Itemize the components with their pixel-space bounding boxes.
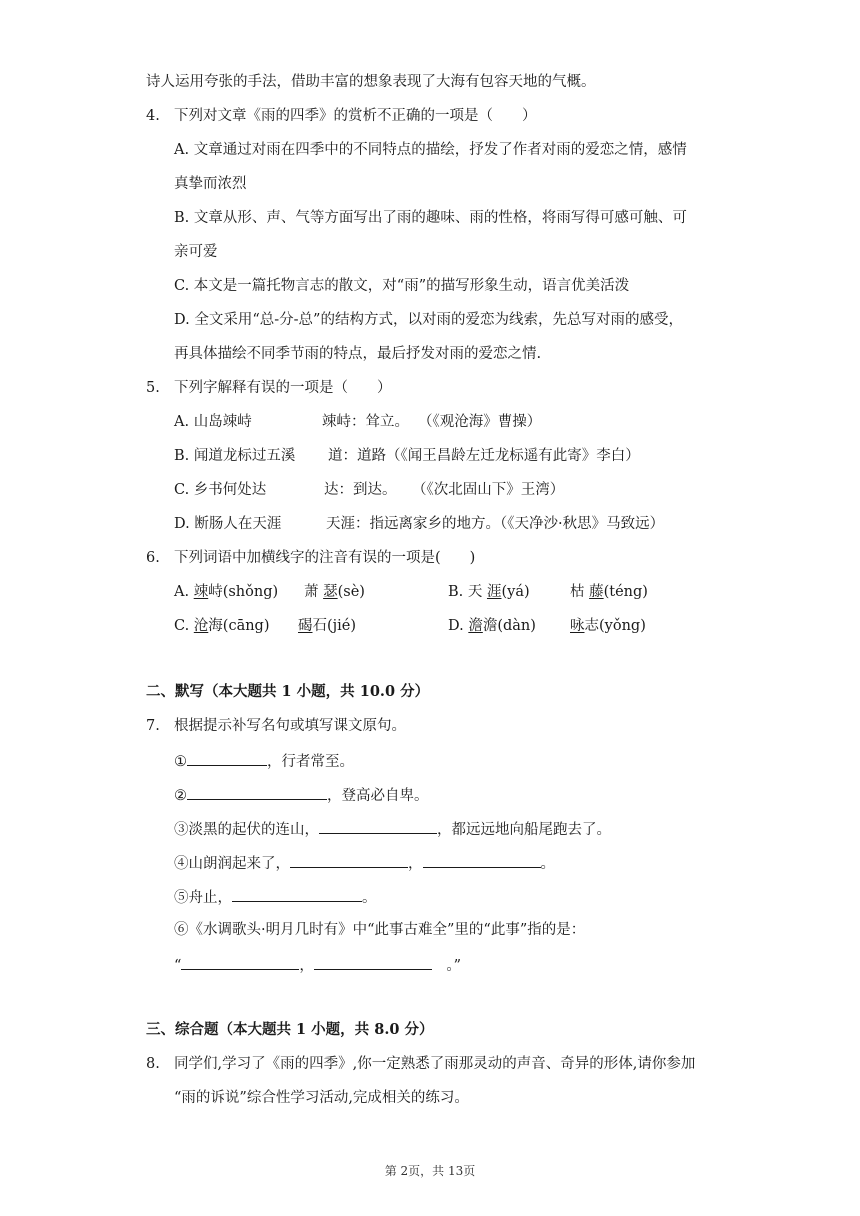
q6-option-a-word-2-rest: (sè): [337, 584, 365, 600]
q6-number: 6.: [146, 550, 160, 566]
q5-option-c-label: C.: [174, 482, 190, 498]
q7-item-2-pre: ②: [174, 788, 187, 804]
q4-option-b-cont: 亲可爱: [174, 244, 218, 260]
q6-option-a-word-2: [304, 582, 365, 602]
q7-item-1-pre: ①: [174, 754, 187, 770]
q4-option-b-label: B.: [174, 210, 190, 226]
q4-option-d-cont: 再具体描绘不同季节雨的特点，最后抒发对雨的爱恋之情.: [174, 346, 542, 362]
q6-option-b-word-2: [570, 582, 648, 602]
q6-option-c-underlined-1: 沧: [193, 618, 209, 634]
q4-option-a-label: A.: [174, 142, 190, 158]
q7-blank-1[interactable]: [187, 750, 267, 766]
q6-option-d-word-2-rest: 志(yǒng): [584, 618, 646, 634]
q6-option-d-underlined-1: 澹: [468, 618, 483, 634]
q6-option-b-word-1-pre: 天: [467, 584, 487, 600]
q6-option-d-word-2: [570, 616, 646, 636]
section-2-title: 二、默写（本大题共 1 小题，共 10.0 分）: [146, 683, 430, 700]
q7-number: 7.: [146, 718, 160, 734]
section-3-title: 三、综合题（本大题共 1 小题，共 8.0 分）: [146, 1021, 434, 1038]
q6-option-b-word-2-pre: 枯: [570, 584, 590, 600]
q4-option-d-text: 全文采用“总-分-总”的结构方式，以对雨的爱恋为线索，先总写对雨的感受，: [194, 312, 683, 328]
q6-option-c-word-1: 海(cāng): [208, 618, 270, 634]
q7-item-3-pre: ③淡黑的起伏的连山，: [174, 822, 319, 838]
q4-option-b: [174, 208, 687, 228]
q5-number: 5.: [146, 380, 160, 396]
q5-option-a-phrase: 山岛竦峙: [193, 414, 252, 430]
q6-option-b-underlined-2: 藤: [589, 584, 604, 600]
q4-option-c-text: 本文是一篇托物言志的散文，对“雨”的描写形象生动，语言优美活泼: [193, 278, 630, 294]
q5-option-c: [174, 480, 266, 500]
page-footer: 第 2页，共 13页: [384, 1164, 476, 1178]
q4-option-b-text: 文章从形、声、气等方面写出了雨的趣味、雨的性格，将雨写得可感可触、可: [193, 210, 687, 226]
q5-option-d-gloss: 天涯：指远离家乡的地方。（《天净沙·秋思》马致远）: [326, 516, 665, 532]
q6-option-b: [448, 582, 530, 602]
q4-number: 4.: [146, 108, 160, 124]
q7-item-4: [174, 852, 555, 874]
q4-option-a: [174, 140, 687, 160]
q4-option-a-text: 文章通过对雨在四季中的不同特点的描绘，抒发了作者对雨的爱恋之情，感情: [193, 142, 687, 158]
q7-item-6-open-quote: “: [174, 958, 182, 974]
q5-option-d-phrase: 断肠人在天涯: [194, 516, 282, 532]
q5-option-c-phrase: 乡书何处达: [193, 482, 267, 498]
q5-option-a-label: A.: [174, 414, 190, 430]
q6-option-a-underlined-2: 瑟: [323, 584, 338, 600]
q5-option-c-source: （《次北固山下》王湾）: [412, 482, 565, 498]
q5-stem: 下列字解释有误的一项是（ ）: [174, 380, 392, 396]
q5-option-a-gloss: 竦峙：耸立。: [322, 414, 409, 430]
q5-option-b-gloss: 道：道路（《闻王昌龄左迁龙标遥有此寄》李白）: [328, 448, 640, 464]
q6-option-a-word-2-pre: 萧: [304, 584, 324, 600]
q6-option-c-word-2: [298, 616, 356, 636]
q7-blank-4a[interactable]: [290, 852, 408, 868]
q5-option-b: [174, 446, 295, 466]
q7-item-1: [174, 750, 354, 772]
q6-option-a-underlined-1: 竦: [193, 584, 209, 600]
q6-option-d-underlined-2: 咏: [570, 618, 585, 634]
q8-number: 8.: [146, 1056, 160, 1072]
q7-blank-3[interactable]: [319, 818, 437, 834]
q6-option-c-word-2-rest: 石(jié): [312, 618, 357, 634]
q4-stem: 下列对文章《雨的四季》的赏析不正确的一项是（ ）: [174, 108, 537, 124]
q7-item-5-pre: ⑤舟止，: [174, 890, 232, 906]
q7-blank-6b[interactable]: [314, 954, 432, 970]
q6-stem: 下列词语中加横线字的注音有误的一项是( ): [174, 550, 476, 566]
q4-option-c: [174, 276, 629, 296]
q5-option-d: [174, 514, 281, 534]
q5-option-b-label: B.: [174, 448, 190, 464]
q7-blank-4b[interactable]: [423, 852, 541, 868]
q7-item-6-close-quote: 。”: [431, 958, 462, 974]
q6-option-a: [174, 582, 278, 602]
q7-item-6: ⑥《水调歌头·明月几时有》中“此事古难全”里的“此事”指的是：: [174, 922, 586, 938]
q7-blank-5[interactable]: [232, 886, 362, 902]
q7-blank-2[interactable]: [187, 784, 327, 800]
q4-option-c-label: C.: [174, 278, 190, 294]
q6-option-b-label: B.: [448, 584, 464, 600]
q8-line-1: 同学们,学习了《雨的四季》,你一定熟悉了雨那灵动的声音、奇异的形体,请你参加: [174, 1056, 696, 1072]
q6-option-a-label: A.: [174, 584, 190, 600]
q7-item-6-mid: ，: [299, 958, 314, 974]
q6-option-c: [174, 616, 270, 636]
q7-item-6-answer: [174, 954, 461, 976]
q7-blank-6a[interactable]: [181, 954, 299, 970]
q7-item-5: [174, 886, 377, 908]
q6-option-c-underlined-2: 碣: [298, 618, 313, 634]
q7-item-4-pre: ④山朗润起来了，: [174, 856, 290, 872]
q7-item-2-post: ，登高必自卑。: [327, 788, 429, 804]
q7-item-5-post: 。: [362, 890, 377, 906]
q7-item-2: [174, 784, 429, 806]
q4-option-d: [174, 310, 683, 330]
q5-option-a: [174, 412, 252, 432]
q4-option-d-label: D.: [174, 312, 190, 328]
q5-option-d-label: D.: [174, 516, 190, 532]
q6-option-d-label: D.: [448, 618, 464, 634]
q6-option-b-underlined-1: 涯: [486, 584, 502, 600]
q5-option-b-phrase: 闻道龙标过五溪: [193, 448, 296, 464]
q6-option-a-word-1: 峙(shǒng): [208, 584, 279, 600]
q7-item-4-post: 。: [540, 856, 555, 872]
q7-item-4-mid: ，: [408, 856, 423, 872]
q7-item-1-post: ，行者常至。: [267, 754, 354, 770]
q7-item-3-post: ，都远远地向船尾跑去了。: [437, 822, 611, 838]
q6-option-b-word-1: (yá): [501, 584, 530, 600]
q8-line-2: “雨的诉说”综合性学习活动,完成相关的练习。: [174, 1090, 469, 1106]
q5-option-c-gloss: 达：到达。: [324, 482, 397, 498]
q7-stem: 根据提示补写名句或填写课文原句。: [174, 718, 406, 734]
q7-item-3: [174, 818, 611, 840]
q4-option-a-cont: 真挚而浓烈: [174, 176, 247, 192]
q6-option-b-word-2-rest: (téng): [603, 584, 648, 600]
intro-line: 诗人运用夸张的手法，借助丰富的想象表现了大海有包容天地的气概。: [146, 74, 596, 90]
q6-option-d: [448, 616, 536, 636]
q6-option-c-label: C.: [174, 618, 190, 634]
q6-option-d-word-1: 澹(dàn): [482, 618, 536, 634]
q5-option-a-source: （《观沧海》曹操）: [418, 414, 542, 430]
